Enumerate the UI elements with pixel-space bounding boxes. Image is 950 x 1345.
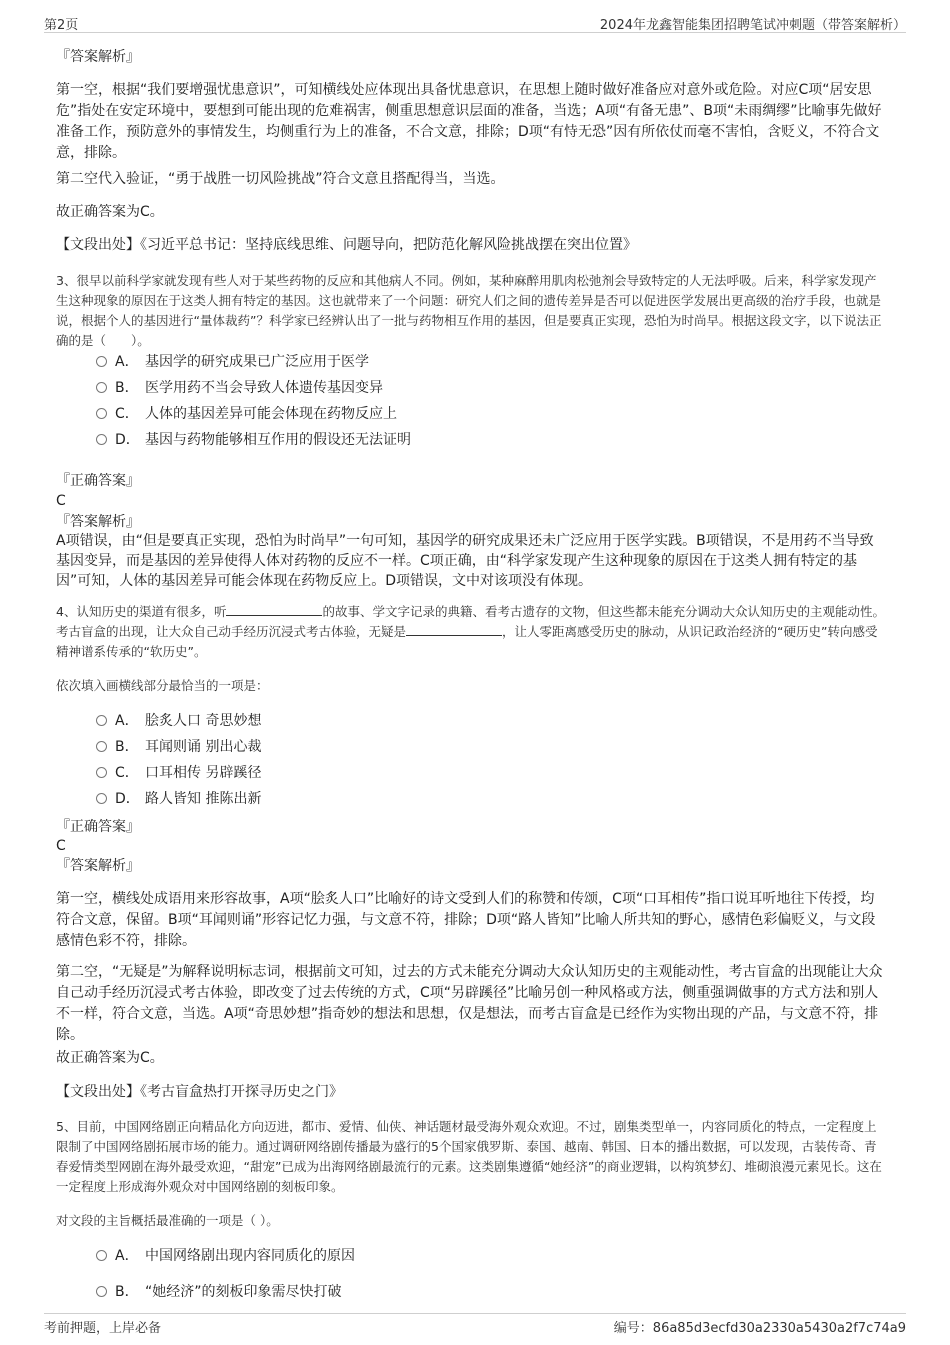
page-number: 第2页 <box>44 18 79 33</box>
q3-option-c[interactable]: C． 人体的基因差异可能会体现在药物反应上 <box>96 403 397 425</box>
document-title: 2024年龙鑫智能集团招聘笔试冲刺题（带答案解析） <box>599 18 906 33</box>
q3-option-b[interactable]: B． 医学用药不当会导致人体遗传基因变异 <box>96 377 383 399</box>
q3-option-d[interactable]: D． 基因与药物能够相互作用的假设还无法证明 <box>96 429 411 451</box>
q5-prompt: 对文段的主旨概括最准确的一项是（ ）。 <box>56 1213 279 1228</box>
q3-analysis: A项错误，由“但是要真正实现，恐怕为时尚早”一句可知，基因学的研究成果还未广泛应用于医学实践。B项错误，不是用药不当导致基因变异，而是基因的差异使得人体对药物的反应不一样。C项正确，由“科学家发现产生这种现象的原因在于这类人拥有特定的基因”可知，人体的基因差异可能会体现在药物反应上。D项错误，文中对该项没有体现。 <box>56 533 874 589</box>
q3-option-a[interactable]: A． 基因学的研究成果已广泛应用于医学 <box>96 351 369 373</box>
blank-2 <box>406 622 502 636</box>
radio-icon[interactable] <box>96 408 107 419</box>
radio-icon[interactable] <box>96 434 107 445</box>
q4-analysis-paragraph-2: 第二空，“无疑是”为解释说明标志词，根据前文可知，过去的方式未能充分调动大众认知历史的主观能动性，考古盲盒的出现能让大众自己动手经历沉浸式考古体验，即改变了过去传统的方式，C项“另辟蹊径”比喻另创一种风格或方法，侧重强调做事的方式方法和别人不一样，符合文意，当选。A项“奇思妙想”指奇妙的想法和思想，仅是想法，而考古盲盒是已经作为实物出现的产品，与文意不符，排除。 <box>56 964 883 1043</box>
radio-icon[interactable] <box>96 715 107 726</box>
radio-icon[interactable] <box>96 767 107 778</box>
footer-slogan: 考前押题，上岸必备 <box>44 1321 162 1336</box>
source-prefix: 【文段出处】 <box>56 1084 140 1100</box>
radio-icon[interactable] <box>96 793 107 804</box>
blank-1 <box>226 602 322 616</box>
source-title: 《习近平总书记：坚持底线思维、问题导向，把防范化解风险挑战摆在突出位置》 <box>140 237 637 253</box>
q2-analysis-paragraph-2: 第二空代入验证，“勇于战胜一切风险挑战”符合文意且搭配得当，当选。 <box>56 171 505 187</box>
radio-icon[interactable] <box>96 741 107 752</box>
q2-conclusion: 故正确答案为C。 <box>56 204 164 220</box>
q4-conclusion: 故正确答案为C。 <box>56 1050 164 1066</box>
footer-code: 编号：86a85d3ecfd30a2330a5430a2f7c74a9 <box>613 1321 906 1336</box>
q2-analysis-label: 『答案解析』 <box>56 49 140 65</box>
q4-option-d[interactable]: D． 路人皆知 推陈出新 <box>96 788 261 810</box>
radio-icon[interactable] <box>96 382 107 393</box>
q3-correct-label: 『正确答案』 <box>56 473 140 489</box>
q4-prompt: 依次填入画横线部分最恰当的一项是： <box>56 678 269 693</box>
q4-stem: 4、认知历史的渠道有很多，听 的故事、学文字记录的典籍、看考古遗存的文物，但这些都未能充分调动大众认知历史的主观能动性。考古盲盒的出现，让大众自己动手经历沉浸式考古体验，无疑是 ，让人零距离感受历史的脉动，从识记政治经济的“硬历史”转向感受精神谱系传承的“软历史”。 <box>56 604 885 659</box>
q3-stem: 3、很早以前科学家就发现有些人对于某些药物的反应和其他病人不同。例如，某种麻醉用肌肉松弛剂会导致特定的人无法呼吸。后来，科学家发现产生这种现象的原因在于这类人拥有特定的基因。这也就带来了一个问题：研究人们之间的遗传差异是否可以促进医学发展出更高级的治疗手段，也就是说，根据个人的基因进行“量体裁药”？科学家已经辨认出了一批与药物相互作用的基因，但是要真正实现，恐怕为时尚早。根据这段文字，以下说法正确的是（ ）。 <box>56 273 882 348</box>
source-prefix: 【文段出处】 <box>56 237 140 253</box>
q3-analysis-label: 『答案解析』 <box>56 514 140 530</box>
q4-option-b[interactable]: B． 耳闻则诵 别出心裁 <box>96 736 261 758</box>
radio-icon[interactable] <box>96 356 107 367</box>
q5-stem: 5、目前，中国网络剧正向精品化方向迈进，都市、爱情、仙侠、神话题材最受海外观众欢迎。不过，剧集类型单一，内容同质化的特点，一定程度上限制了中国网络剧拓展市场的能力。通过调研网络剧传播最为盛行的5个国家俄罗斯、泰国、越南、韩国、日本的播出数据，可以发现，古装传奇、青春爱情类型网剧在海外最受欢迎，“甜宠”已成为出海网络剧最流行的元素。这类剧集遵循“她经济”的商业逻辑，以构筑梦幻、堆砌浪漫元素见长。这在一定程度上形成海外观众对中国网络剧的刻板印象。 <box>56 1119 882 1194</box>
q2-analysis-paragraph-1: 第一空，根据“我们要增强忧患意识”，可知横线处应体现出具备忧患意识，在思想上随时做好准备应对意外或危险。对应C项“居安思危”指处在安定环境中，要想到可能出现的危难祸害，侧重思想意识层面的准备，当选；A项“有备无患”、B项“未雨绸缪”比喻事先做好准备工作，预防意外的事情发生，均侧重行为上的准备，不合文意，排除；D项“有恃无恐”因有所依仗而毫不害怕，含贬义，不符合文意，排除。 <box>56 82 882 161</box>
radio-icon[interactable] <box>96 1286 107 1297</box>
source-title: 《考古盲盒热打开探寻历史之门》 <box>140 1084 343 1100</box>
page-footer <box>44 1313 906 1334</box>
q4-correct-label: 『正确答案』 <box>56 819 140 835</box>
q4-answer: C <box>56 838 66 854</box>
page-header <box>44 14 906 33</box>
radio-icon[interactable] <box>96 1250 107 1261</box>
q4-analysis-paragraph-1: 第一空，横线处成语用来形容故事，A项“脍炙人口”比喻好的诗文受到人们的称赞和传颂，C项“口耳相传”指口说耳听地往下传授，均符合文意，保留。B项“耳闻则诵”形容记忆力强，与文意不符，排除；D项“路人皆知”比喻人所共知的野心，感情色彩偏贬义，与文段感情色彩不符，排除。 <box>56 891 876 949</box>
q5-option-b[interactable]: B． “她经济”的刻板印象需尽快打破 <box>96 1281 342 1303</box>
q2-source <box>56 235 886 256</box>
q4-source <box>56 1082 886 1103</box>
q4-analysis-label: 『答案解析』 <box>56 858 140 874</box>
q4-option-a[interactable]: A． 脍炙人口 奇思妙想 <box>96 710 261 732</box>
q4-option-c[interactable]: C． 口耳相传 另辟蹊径 <box>96 762 261 784</box>
q3-answer: C <box>56 493 66 509</box>
q5-option-a[interactable]: A． 中国网络剧出现内容同质化的原因 <box>96 1245 355 1267</box>
